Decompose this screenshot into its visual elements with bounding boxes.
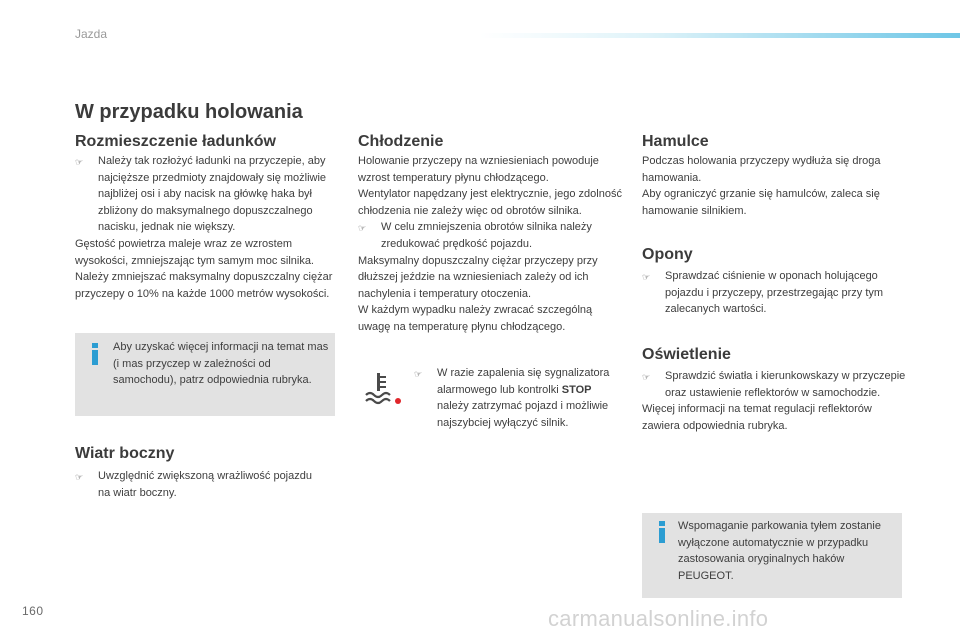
paragraph-lighting: Więcej informacji na temat regulacji reflektorów zawiera odpowiednia rubryka.: [642, 403, 872, 432]
column-lighting: [642, 368, 910, 434]
bullet-item: [642, 368, 910, 401]
paragraph-cooling-3: Maksymalny dopuszczalny ciężar przyczepy przy dłuższej jeździe na wzniesieniach zależy od ich nachylenia i temperatury otoczenia.: [358, 254, 598, 300]
info-box-parking: [642, 513, 902, 598]
column-tyres: [642, 268, 904, 318]
heading-crosswind: Wiatr boczny: [75, 445, 175, 462]
heading-tyres: Opony: [642, 246, 693, 263]
paragraph-air-density: Gęstość powietrza maleje wraz ze wzrostem wysokości, zmniejszając tym samym moc silnika. Należy zmniejszać maksymalny dopuszczalny ciężar przyczepy o 10% na każde 1000 metrów wysokości.: [75, 237, 333, 300]
bullet-arrow-icon: ☞: [75, 472, 84, 482]
section-label: Jazda: [75, 27, 108, 41]
paragraph-brakes-2: Aby ograniczyć grzanie się hamulców, zaleca się hamowanie silnikiem.: [642, 188, 880, 217]
column-load-distribution: [75, 153, 333, 302]
paragraph-cooling-1: Holowanie przyczepy na wzniesieniach powoduje wzrost temperatury płynu chłodzącego.: [358, 155, 599, 184]
bullet-arrow-icon: ☞: [414, 369, 423, 379]
page-title: W przypadku holowania: [75, 101, 303, 123]
info-box-text: Wspomaganie parkowania tyłem zostanie wyłączone automatycznie w przypadku zastosowania oryginalnych haków PEUGEOT.: [678, 520, 881, 582]
bullet-item: [75, 153, 333, 236]
bullet-arrow-icon: ☞: [358, 223, 367, 234]
header-accent-bar: [480, 33, 960, 38]
bullet-text: Należy tak rozłożyć ładunki na przyczepie, aby najcięższe przedmioty znajdowały się możliwie najbliżej osi i aby nacisk na główkę haka był zbliżony do maksymalnego dopuszczalnego nacisku, jednak nie większy.: [98, 155, 327, 234]
warning-instruction: [414, 365, 626, 431]
bullet-arrow-icon: ☞: [642, 372, 651, 382]
bullet-item: [642, 268, 904, 318]
column-cooling: [358, 153, 626, 336]
info-box-masses: [75, 333, 335, 416]
bullet-arrow-icon: ☞: [642, 272, 651, 282]
heading-brakes: Hamulce: [642, 133, 709, 150]
paragraph-brakes-1: Podczas holowania przyczepy wydłuża się droga hamowania.: [642, 155, 881, 184]
bullet-item: [358, 219, 626, 252]
bullet-text: Uwzględnić zwiększoną wrażliwość pojazdu na wiatr boczny.: [98, 470, 312, 499]
heading-lighting: Oświetlenie: [642, 346, 731, 363]
coolant-temperature-warning-icon: [364, 370, 404, 406]
info-icon: [87, 343, 105, 367]
paragraph-cooling-4: W każdym wypadku należy zwracać szczególną uwagę na temperaturę płynu chłodzącego.: [358, 304, 593, 333]
bullet-text: Sprawdzać ciśnienie w oponach holującego pojazdu i przyczepy, przestrzegając przy tym zalecanych wartości.: [665, 270, 884, 316]
heading-load-distribution: Rozmieszczenie ładunków: [75, 133, 276, 150]
bullet-text: Sprawdzić światła i kierunkowskazy w przyczepie oraz ustawienie reflektorów w samochodzie.: [665, 370, 906, 399]
info-icon: [654, 521, 672, 545]
page-number: 160: [22, 604, 44, 618]
heading-cooling: Chłodzenie: [358, 133, 444, 150]
info-box-text: Aby uzyskać więcej informacji na temat mas (i mas przyczep w zależności od samochodu), patrz odpowiednia rubryka.: [113, 341, 329, 387]
paragraph-cooling-2: Wentylator napędzany jest elektrycznie, jego zdolność chłodzenia nie zależy więc od obrotów silnika.: [358, 188, 622, 217]
bullet-arrow-icon: ☞: [75, 157, 84, 167]
bullet-item: [75, 468, 320, 501]
bullet-text: W celu zmniejszenia obrotów silnika należy zredukować prędkość pojazdu.: [381, 221, 592, 250]
column-crosswind: [75, 468, 320, 501]
bullet-item: [414, 365, 626, 431]
stop-label: STOP: [561, 383, 592, 396]
column-brakes: [642, 153, 904, 219]
watermark: carmanualsonline.info: [548, 606, 769, 631]
warning-text: W razie zapalenia się sygnalizatora alarmowego lub kontrolki STOP należy zatrzymać pojazd i możliwie najszybciej wyłączyć silnik.: [437, 367, 610, 429]
